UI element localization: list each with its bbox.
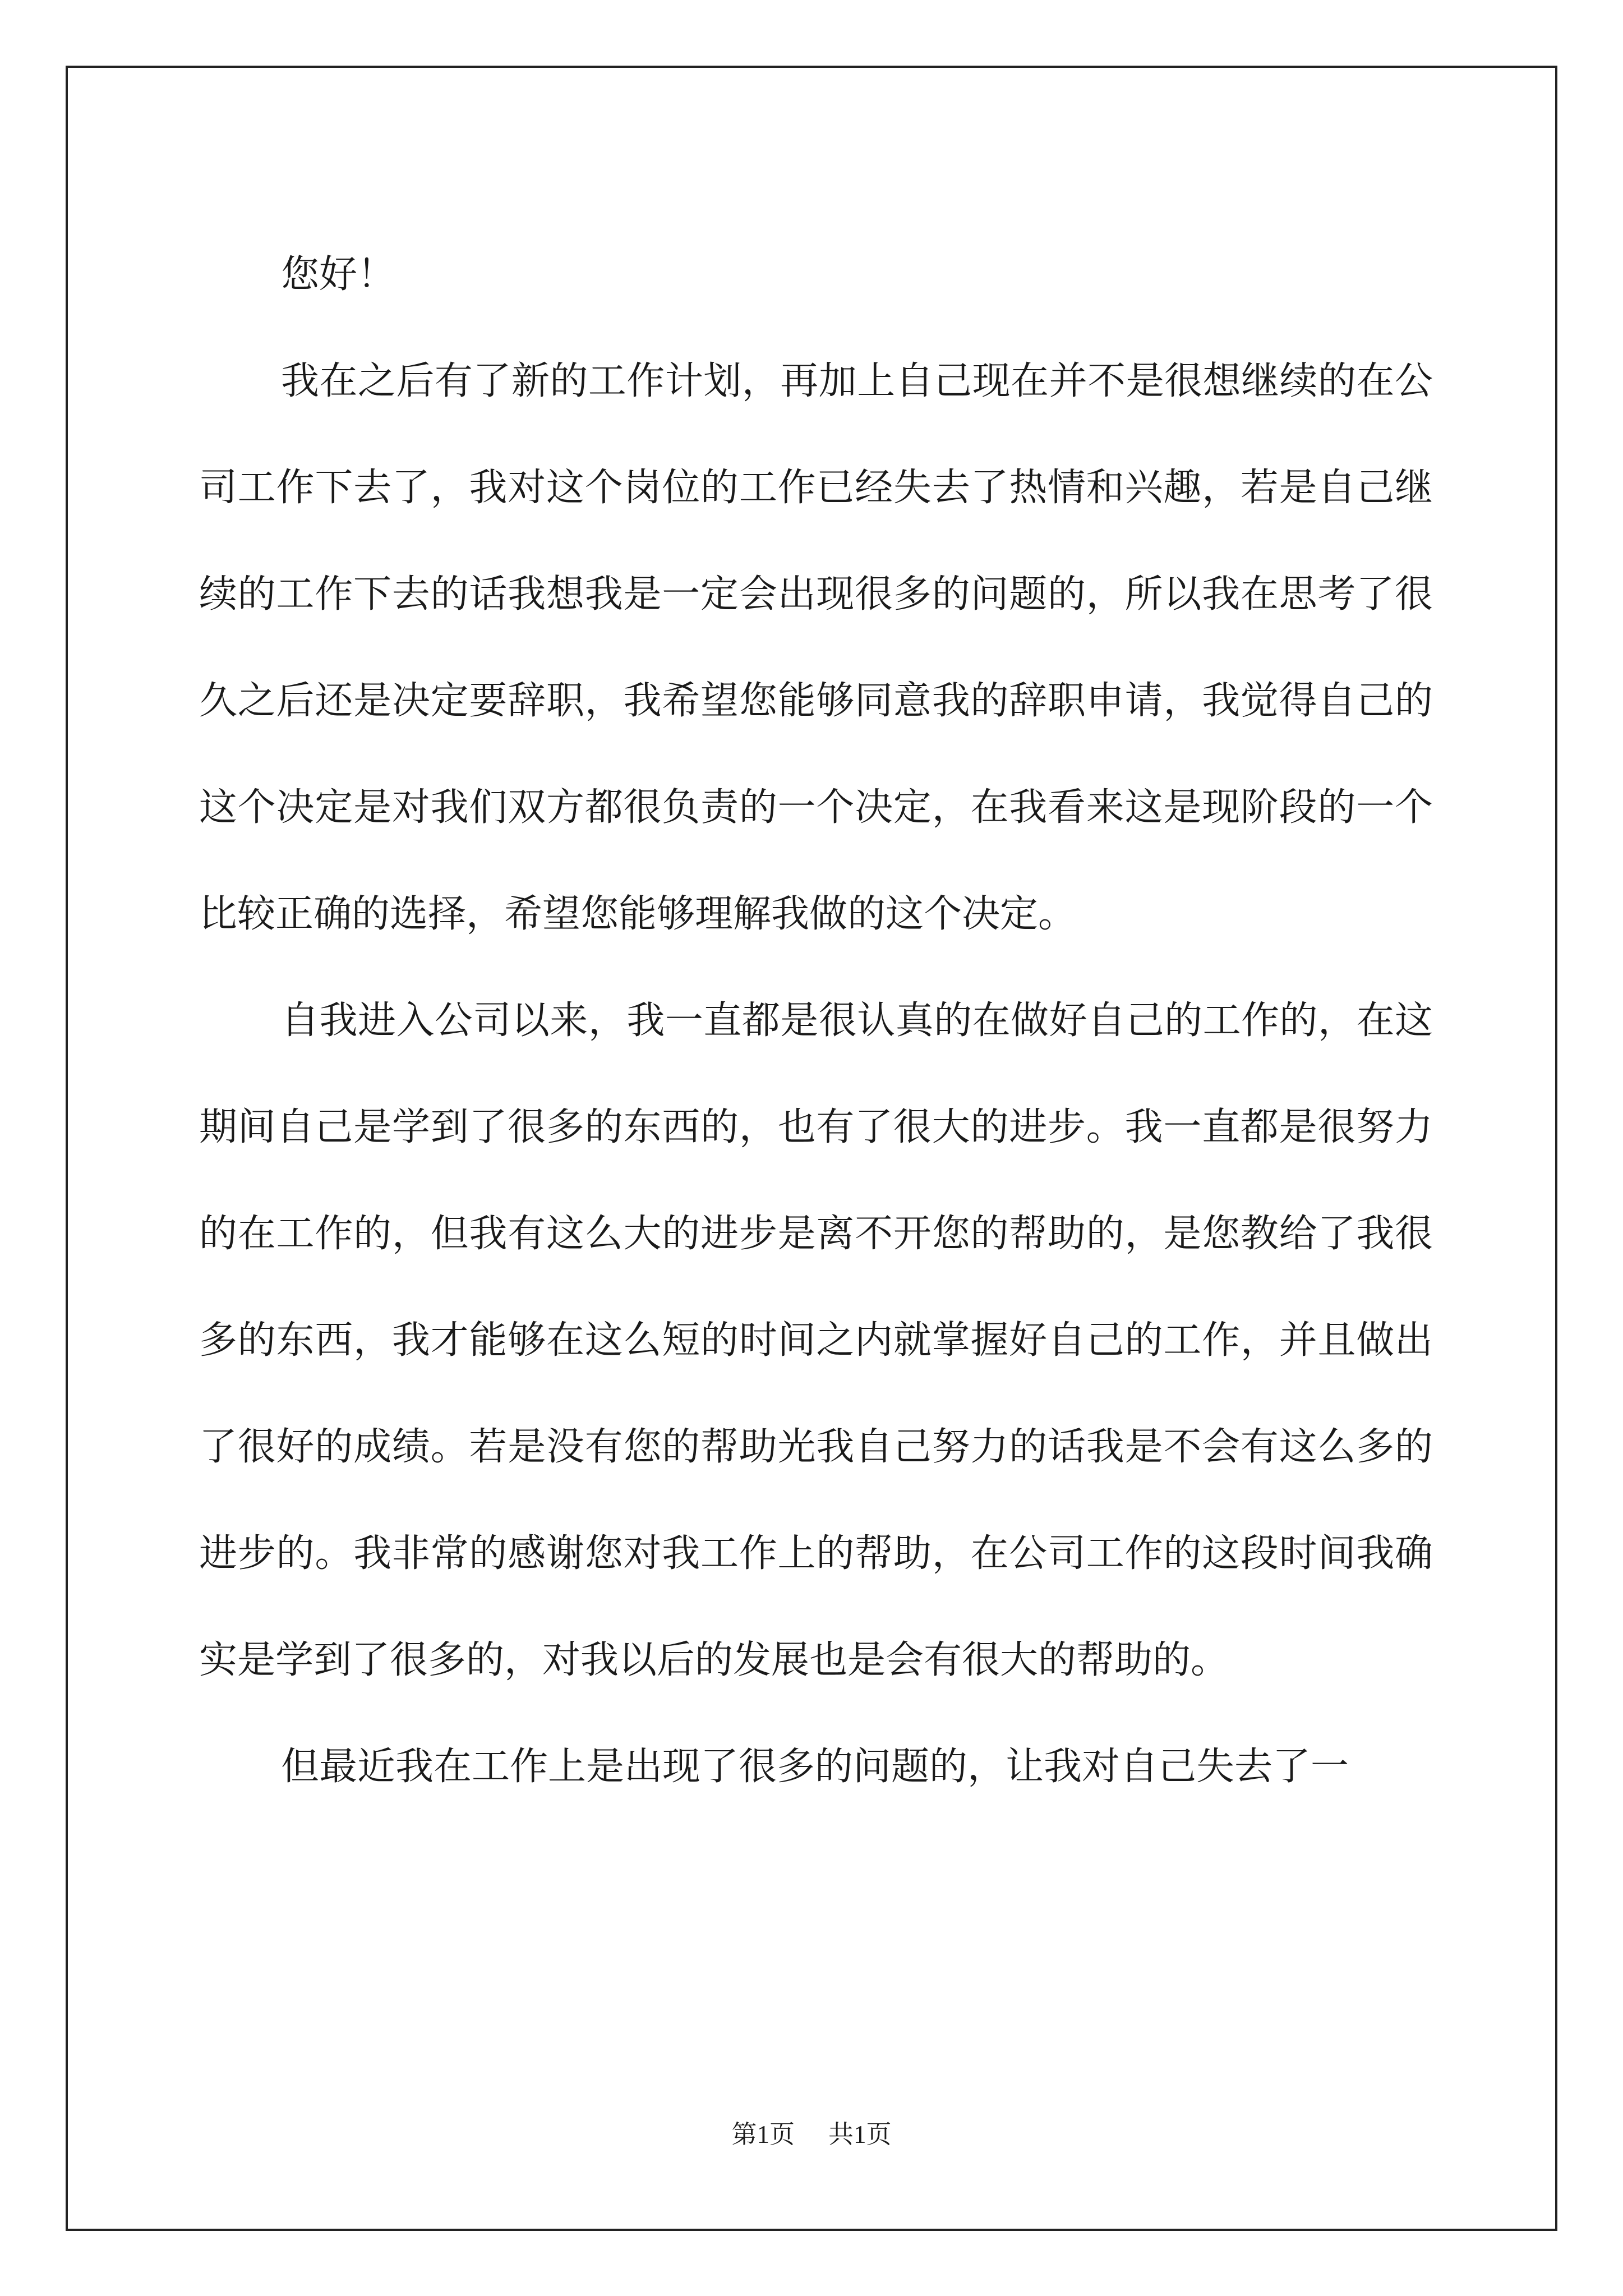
paragraph: 自我进入公司以来，我一直都是很认真的在做好自己的工作的，在这期间自己是学到了很多的东西的，也有了很大的进步。我一直都是很努力的在工作的，但我有这么大的进步是离不开您的帮助的，是您教给了我很多的东西，我才能够在这么短的时间之内就掌握好自己的工作，并且做出了很好的成绩。若是没有您的帮助光我自己努力的话我是不会有这么多的进步的。我非常的感谢您对我工作上的帮助，在公司工作的这段时间我确实是学到了很多的，对我以后的发展也是会有很大的帮助的。 (199, 999, 1433, 1682)
page-count: 共1页 (828, 2120, 892, 2148)
page-footer (0, 2114, 1623, 2150)
greeting: 您好！ (281, 252, 396, 297)
page-number: 第1页 (731, 2120, 795, 2148)
paragraph: 我在之后有了新的工作计划，再加上自己现在并不是很想继续的在公司工作下去了，我对这个岗位的工作已经失去了热情和兴趣，若是自己继续的工作下去的话我想我是一定会出现很多的问题的，所以我在思考了很久之后还是决定要辞职，我希望您能够同意我的辞职申请，我觉得自己的这个决定是对我们双方都很负责的一个决定，在我看来这是现阶段的一个比较正确的选择，希望您能够理解我做的这个决定。 (199, 359, 1433, 936)
document-body (199, 222, 1433, 1820)
paragraph: 但最近我在工作上是出现了很多的问题的，让我对自己失去了一 (281, 1745, 1349, 1789)
